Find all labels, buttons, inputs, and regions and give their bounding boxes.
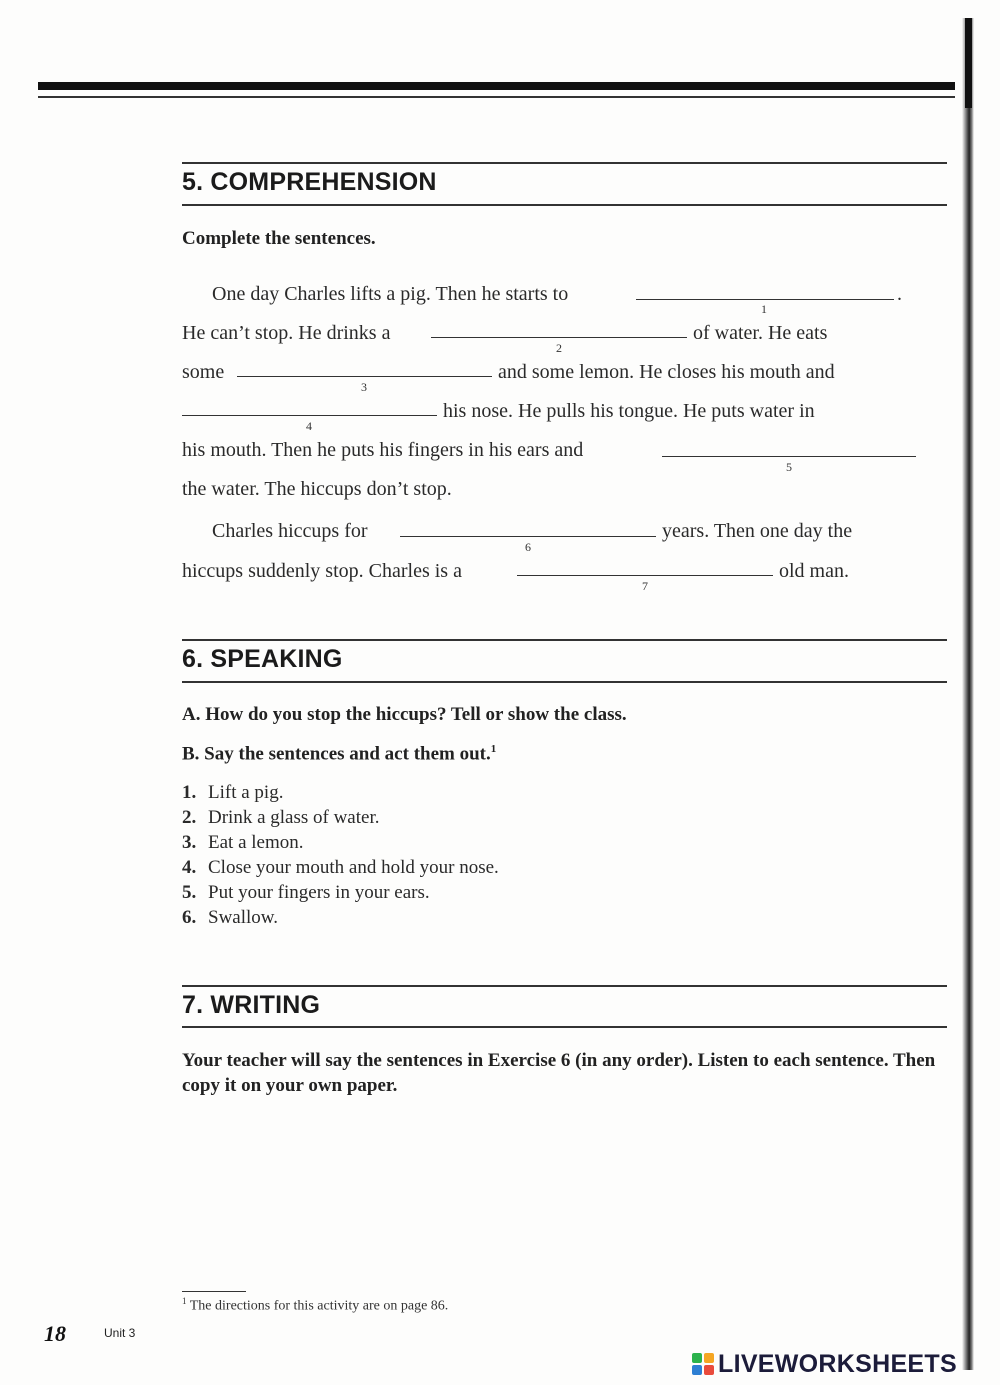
footnote-text: The directions for this activity are on page 86. [189, 1298, 449, 1314]
speaking-list [182, 780, 499, 930]
passage-line-3: some [182, 361, 225, 383]
list-item-text: Drink a glass of water. [208, 807, 380, 828]
section6-rule-top [182, 639, 947, 641]
list-item-number: 6. [182, 907, 197, 928]
answer-blank-7[interactable] [517, 575, 773, 576]
section7-instruction: Your teacher will say the sentences in Exercise 6 (in any order). Listen to each sentence. Then copy it on your own paper. [182, 1050, 936, 1096]
section6-instruction-b [182, 743, 496, 765]
passage-line-7: Charles hiccups for [212, 520, 368, 542]
list-item [182, 880, 499, 905]
section7-title: 7. WRITING [182, 991, 321, 1019]
passage-line-3-end: and some lemon. He closes his mouth and [498, 361, 835, 383]
passage-line-6: the water. The hiccups don’t stop. [182, 478, 452, 500]
passage-line-8: hiccups suddenly stop. Charles is a [182, 560, 462, 582]
liveworksheets-watermark [692, 1350, 957, 1378]
answer-blank-4[interactable] [182, 415, 437, 416]
passage-line-1: One day Charles lifts a pig. Then he starts to [212, 283, 569, 305]
section5-instruction: Complete the sentences. [182, 228, 376, 249]
passage-line-5: his mouth. Then he puts his fingers in his ears and [182, 439, 584, 461]
list-item [182, 905, 499, 930]
blank-number-7: 7 [642, 579, 648, 593]
blank-number-6: 6 [525, 540, 531, 554]
answer-blank-6[interactable] [400, 536, 656, 537]
blank-number-5: 5 [786, 460, 792, 474]
blank-number-4: 4 [306, 419, 312, 433]
answer-blank-1[interactable] [636, 299, 894, 300]
passage-line-4-end: his nose. He pulls his tongue. He puts water in [443, 400, 815, 422]
page-binding-edge [962, 18, 974, 1370]
list-item [182, 805, 499, 830]
passage-line-7-end: years. Then one day the [662, 520, 853, 542]
unit-label: Unit 3 [104, 1326, 136, 1340]
answer-blank-2[interactable] [431, 337, 687, 338]
list-item-number: 4. [182, 857, 197, 878]
section6-title: 6. SPEAKING [182, 645, 343, 673]
list-item [182, 855, 499, 880]
section7-rule-top [182, 985, 947, 987]
page-binding-edge-top [965, 18, 972, 108]
blank-number-3: 3 [361, 380, 367, 394]
brand-name: LIVEWORKSHEETS [718, 1349, 957, 1378]
section5-rule-top [182, 162, 947, 164]
list-item-text: Put your fingers in your ears. [208, 882, 430, 903]
passage-line-1-end: . [897, 283, 902, 305]
list-item-number: 1. [182, 782, 197, 803]
section6-instruction-a: A. How do you stop the hiccups? Tell or show the class. [182, 704, 627, 725]
list-item-text: Swallow. [208, 907, 279, 928]
liveworksheets-logo-icon [692, 1353, 714, 1375]
answer-blank-3[interactable] [237, 376, 492, 377]
list-item-text: Lift a pig. [208, 782, 284, 803]
passage-line-2-end: of water. He eats [693, 322, 828, 344]
header-rule-thick [38, 82, 955, 90]
section7-rule-bottom [182, 1026, 947, 1028]
footnote-ref: 1 [490, 743, 497, 755]
header-rule-thin [38, 96, 955, 98]
passage-line-8-end: old man. [779, 560, 849, 582]
passage-line-2: He can’t stop. He drinks a [182, 322, 391, 344]
answer-blank-5[interactable] [662, 456, 916, 457]
blank-number-1: 1 [761, 302, 767, 316]
section6-instruction-b-text: B. Say the sentences and act them out. [182, 743, 491, 765]
footnote-mark: 1 [182, 1296, 187, 1306]
footnote-rule [182, 1291, 246, 1292]
page-number: 18 [44, 1321, 66, 1346]
list-item-number: 3. [182, 832, 197, 853]
list-item-text: Close your mouth and hold your nose. [208, 857, 499, 878]
list-item [182, 830, 499, 855]
list-item [182, 780, 499, 805]
list-item-text: Eat a lemon. [208, 832, 304, 853]
list-item-number: 2. [182, 807, 197, 828]
section5-rule-bottom [182, 204, 947, 206]
section5-title: 5. COMPREHENSION [182, 168, 437, 196]
section6-rule-bottom [182, 681, 947, 683]
footnote [182, 1296, 448, 1315]
list-item-number: 5. [182, 882, 197, 903]
blank-number-2: 2 [556, 341, 562, 355]
